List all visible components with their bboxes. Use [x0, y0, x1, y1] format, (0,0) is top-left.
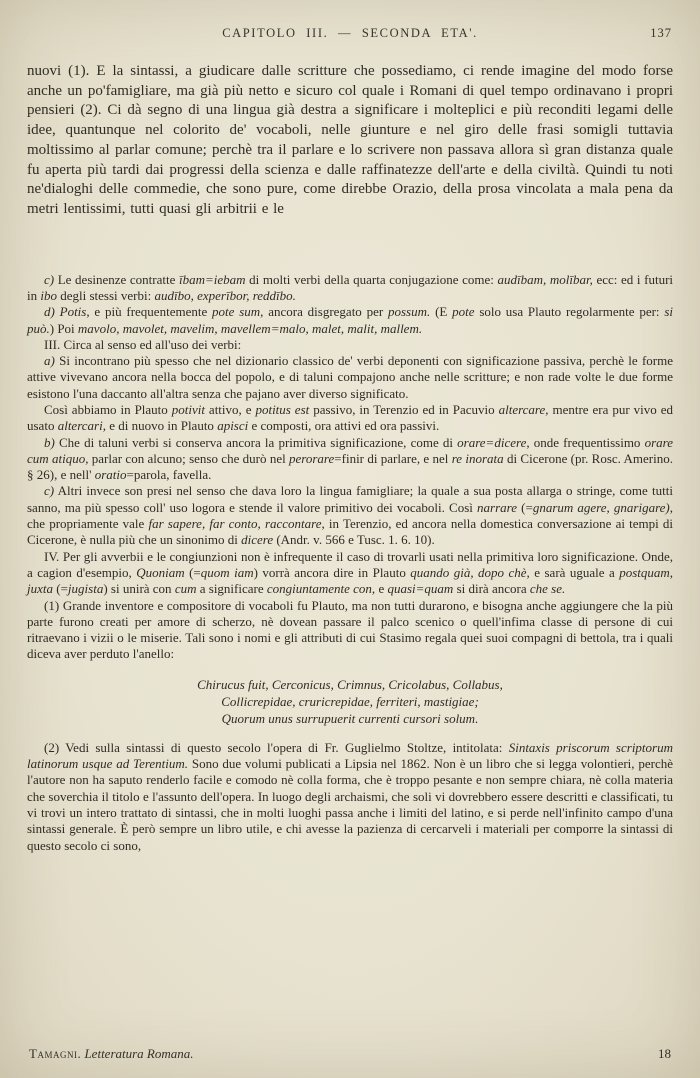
- footnote-paragraph-d: d) Potis, e più frequentemente pote sum, ancora disgregato per possum. (E pote solo usa Plauto regolarmente per: si può.) Poi mavolo, mavolet, mavelim, mavellem=malo, malet, malit, mallem.: [27, 304, 673, 336]
- main-text-block: [27, 62, 673, 220]
- verse-line-3: Quorum unus surrupuerit currenti cursori solum.: [221, 710, 479, 726]
- page-header: [27, 26, 673, 41]
- verse-block: [27, 676, 673, 727]
- footnote-paragraph-1: (1) Grande inventore e compositore di vocaboli fu Plauto, ma non tutti durarono, e bisogna anche aggiungere che la più parte furono creati per amore di scherzo, nè dovean passare il palco scenico o quell'infima classe di persone di cui ritraevano i vizii o le miserie. Tali sono i nomi e gli attributi di cui Stasimo regala quei suoi compagni di bettola, tra i quali diceva aver perduto l'anello:: [27, 597, 673, 662]
- footer-work-title: Letteratura Romana.: [84, 1046, 194, 1061]
- footnote-paragraph-b: b) Che di taluni verbi si conserva ancora la primitiva significazione, come di orare=dicere, onde frequentissimo orare cum atiquo, parlar con alcuno; senso che durò nel perorare=finir di parlare, e nel re inorata di Cicerone (pr. Rosc. Amerino. § 26), e nell' oratio=parola, favella.: [27, 434, 673, 483]
- footer-author: Tamagni.: [29, 1046, 82, 1061]
- footnote-paragraph-cosi: Così abbiamo in Plauto potivit attivo, e potitus est passivo, in Terenzio ed in Pacuvio altercare, mentre era pur vivo ed usato altercari, e di nuovo in Plauto apisci e composti, ora attivi ed ora passivi.: [27, 402, 673, 434]
- footnotes-section: [27, 272, 673, 854]
- verse-line-1: Chirucus fuit, Cerconicus, Crimnus, Cricolabus, Collabus,: [197, 676, 503, 692]
- footnote-paragraph-a: a) Si incontrano più spesso che nel dizionario classico de' verbi deponenti con significazione passiva, perchè le forme attive vivevano ancora nella bocca del popolo, e di taluni compajono anche nelle scritture; e non rade volte le due forme esistono l'una daccanto all'altra senza che pajano aver diverso significato.: [27, 353, 673, 401]
- body-paragraph: nuovi (1). E la sintassi, a giudicare dalle scritture che possediamo, ci rende imagine del modo forse anche un po'famigliare, ma già più netto e sicuro col quale i Romani di quel tempo ordinavano i propri pensieri (2). Ci dà segno di una lingua già destra a significare i molteplici e più reconditi legami delle idee, quantunque nel colorito de' vocaboli, nelle giunture e nel giro delle frasi somigli tuttavia moltissimo al parlar comune; perchè tra il parlare e lo scrivere non passava allora sì gran distanza quale fu aperta più tardi dai progressi della scienza e dalle raffinatezze dell'arte e della civiltà. Quindi tu noti ne'dialoghi delle commedie, che sono pure, come direbbe Orazio, della prosa vincolata a mala pena da metri lentissimi, tutti quasi gli arbitrii e le: [27, 63, 673, 217]
- chapter-heading: CAPITOLO III. — SECONDA ETA'.: [222, 26, 478, 40]
- footer-signature: [29, 1046, 194, 1062]
- footnote-paragraph-iii: III. Circa al senso ed all'uso dei verbi:: [44, 336, 242, 352]
- footnote-paragraph-2: (2) Vedi sulla sintassi di questo secolo l'opera di Fr. Guglielmo Stoltze, intitolata: Sintaxis priscorum scriptorum latinorum usque ad Terentium. Sono due volumi publicati a Lipsia nel 1862. Non è un libro che si legga volontieri, perchè l'autore non ha saputo renderlo facile e comodo nè colla forma, che è troppo pesante e non sempre chiara, nè colla materia che soverchia il titolo e l'assunto dell'opera. In luogo degli archaismi, che soli vi dovrebbero essere descritti e classificati, tu vi trovi un intero trattato di sintassi, che in molti luoghi passa anche i limiti del latino, e si perde nell'infinito campo d'una sintassi generale. È però sempre un libro utile, e chi avesse la pazienza di cercarveli i materiali per comporre la sintassi di questo secolo ci sono,: [27, 739, 673, 853]
- verse-line-2: Collicrepidae, cruricrepidae, ferriteri, mastigiae;: [221, 693, 479, 709]
- footnote-paragraph-c: c) Le desinenze contratte ībam=iebam di molti verbi della quarta conjugazione come: audībam, molībar, ecc: ed i futuri in ibo degli stessi verbi: audībo, experībor, reddībo.: [27, 271, 674, 303]
- footnote-paragraph-iv: IV. Per gli avverbii e le congiunzioni non è infrequente il caso di trovarli usati nella primitiva loro significazione. Onde, a cagion d'esempio, Quoniam (=quom iam) vorrà ancora dire in Plauto quando già, dopo chè, e sarà uguale a postquam, juxta (=jugista) si unirà con cum a significare congiuntamente con, e quasi=quam si dirà ancora che se.: [27, 548, 674, 597]
- page-footer: [29, 1046, 671, 1062]
- footer-sheet-number: 18: [658, 1046, 671, 1061]
- footnote-paragraph-c2: c) Altri invece son presi nel senso che dava loro la lingua famigliare; la quale a sua posta allarga o stringe, come tutti sanno, ma più spesso coll' uso logora e stende il valore primitivo dei vocaboli. Così narrare (=gnarum agere, gnarigare), che propriamente vale far sapere, far conto, raccontare, in Terenzio, ed ancora nella domestica conversazione ai tempi di Cicerone, è nulla più che un sinonimo di dicere (Andr. v. 566 e Tusc. 1. 6. 10).: [27, 483, 674, 548]
- page-number: 137: [650, 26, 672, 40]
